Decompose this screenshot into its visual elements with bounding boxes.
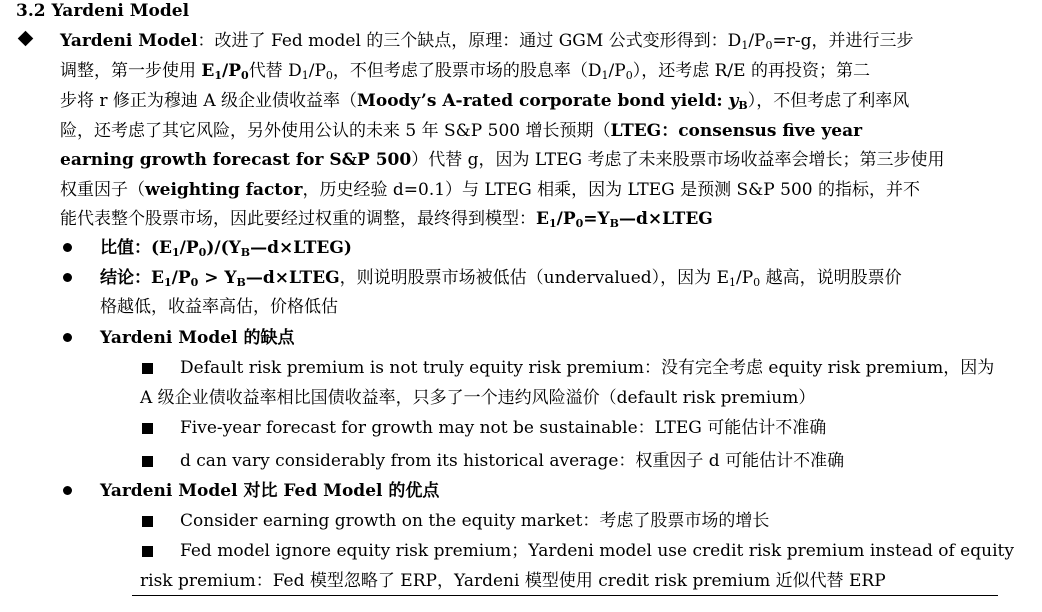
conclusion-line-2: 格越低，收益率高估，价格低估 bbox=[100, 297, 338, 317]
square-bullet-icon bbox=[142, 423, 153, 434]
intro-line-4: 险，还考虑了其它风险，另外使用公认的未来 5 年 S&P 500 增长预期（LTEG：consensus five year bbox=[60, 121, 863, 141]
shortcoming-item-2: Five-year forecast for growth may not be sustainable：LTEG 可能估计不准确 bbox=[180, 418, 827, 438]
conclusion-line-1: 结论：$E_1/P_0$ > $Y_B—d\times LTEG$，则说明股票市场被低估（undervalued），因为 $E_1/P_0$ 越高，说明股票价 bbox=[100, 268, 902, 289]
ratio-bullet-icon bbox=[63, 243, 72, 252]
advantage-item-2-line-2: risk premium：Fed 模型忽略了 ERP，Yardeni 模型使用 credit risk premium 近似代替 ERP bbox=[140, 571, 886, 591]
conclusion-bullet-icon bbox=[63, 273, 72, 282]
intro-line-2: 调整，第一步使用 $E_1/P_0$代替 $D_1/P_0$，不但考虑了股票市场的股息率$(D_1/P_0)$，还考虑 R/E 的再投资；第二 bbox=[60, 61, 870, 82]
square-bullet-icon bbox=[142, 363, 153, 374]
intro-line-6: 权重因子（weighting factor，历史经验 d=0.1）与 LTEG 相乘，因为 LTEG 是预测 S&P 500 的指标，并不 bbox=[60, 180, 920, 200]
diamond-bullet-icon bbox=[18, 31, 34, 47]
shortcoming-item-1-line-2: A 级企业债收益率相比国债收益率，只多了一个违约风险溢价（default risk premium） bbox=[140, 388, 816, 408]
shortcomings-title: Yardeni Model 的缺点 bbox=[100, 328, 295, 348]
intro-line-7: 能代表整个股票市场，因此要经过权重的调整，最终得到模型：$E_1/P_0=Y_B—d\times LTEG$ bbox=[60, 209, 713, 230]
square-bullet-icon bbox=[142, 546, 153, 557]
advantage-item-2-line-1: Fed model ignore equity risk premium；Yardeni model use credit risk premium instead of equity bbox=[180, 541, 1014, 561]
advantages-bullet-icon bbox=[63, 486, 72, 495]
square-bullet-icon bbox=[142, 456, 153, 467]
intro-line-5: earning growth forecast for S&P 500）代替 g，因为 LTEG 考虑了未来股票市场收益率会增长；第三步使用 bbox=[60, 150, 945, 170]
advantage-item-1: Consider earning growth on the equity market：考虑了股票市场的增长 bbox=[180, 511, 770, 531]
intro-line-1: Yardeni Model：改进了 Fed model 的三个缺点，原理：通过 GGM 公式变形得到：$D_1/P_0=r-g$，并进行三步 bbox=[60, 31, 914, 52]
shortcoming-item-3: d can vary considerably from its historical average：权重因子 d 可能估计不准确 bbox=[180, 451, 845, 471]
shortcoming-item-1-line-1: Default risk premium is not truly equity risk premium：没有完全考虑 equity risk premium，因为 bbox=[180, 358, 995, 378]
square-bullet-icon bbox=[142, 516, 153, 527]
shortcomings-bullet-icon bbox=[63, 333, 72, 342]
section-heading: 3.2 Yardeni Model bbox=[16, 1, 190, 21]
bottom-rule bbox=[132, 595, 998, 596]
intro-line-3: 步将 r 修正为穆迪 A 级企业债收益率（Moody’s A-rated corporate bond yield: $y_B$），不但考虑了利率风 bbox=[60, 91, 910, 112]
advantages-title: Yardeni Model 对比 Fed Model 的优点 bbox=[100, 481, 440, 501]
ratio-line: 比值：$(E_1/P_0)/(Y_B—d\times LTEG)$ bbox=[100, 238, 352, 259]
